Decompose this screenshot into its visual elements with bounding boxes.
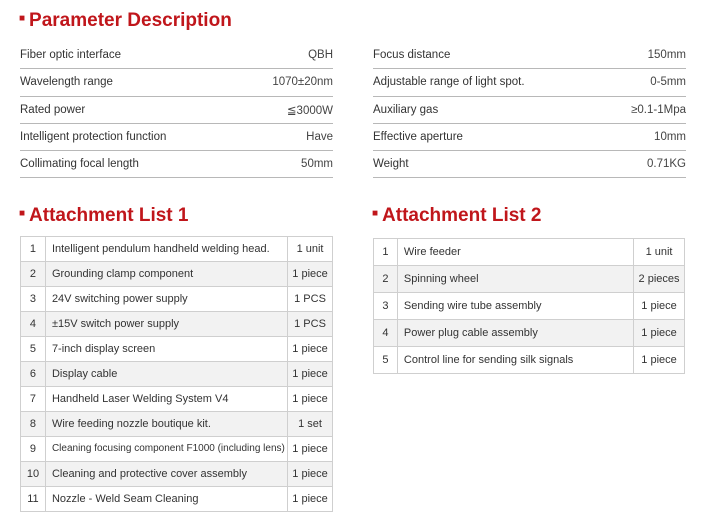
parameter-row — [20, 151, 333, 178]
parameter-value: 10mm — [654, 131, 686, 144]
row-quantity: 1 unit — [634, 239, 685, 266]
parameter-value: ≥0.1-1Mpa — [631, 103, 686, 116]
row-quantity: 1 PCS — [288, 312, 333, 337]
row-quantity: 1 piece — [288, 487, 333, 512]
parameter-label: Focus distance — [373, 49, 451, 62]
row-item: ±15V switch power supply — [45, 312, 287, 337]
parameter-label: Effective aperture — [373, 131, 463, 144]
square-bullet-icon: ■ — [372, 208, 379, 219]
row-quantity: 1 piece — [634, 293, 685, 320]
row-quantity: 1 set — [288, 412, 333, 437]
parameter-value: Have — [306, 131, 333, 144]
row-item: Sending wire tube assembly — [397, 293, 633, 320]
parameter-label: Rated power — [20, 103, 86, 116]
parameter-label: Collimating focal length — [20, 158, 139, 171]
square-bullet-icon: ■ — [19, 208, 26, 219]
attachment-list-2-title-text: Attachment List 2 — [382, 205, 542, 227]
row-number: 5 — [21, 337, 46, 362]
table-row — [21, 237, 333, 262]
row-item: Handheld Laser Welding System V4 — [45, 387, 287, 412]
parameter-table-left — [20, 42, 333, 178]
row-quantity: 1 piece — [288, 437, 333, 462]
row-item: 7-inch display screen — [45, 337, 287, 362]
attachment-list-2-table — [373, 238, 685, 374]
row-number: 3 — [21, 287, 46, 312]
parameter-value: ≦3000W — [286, 104, 333, 117]
parameter-value: 50mm — [301, 158, 333, 171]
parameter-value: 150mm — [647, 49, 686, 62]
attachment-list-2-title — [372, 205, 541, 227]
table-row — [374, 293, 685, 320]
row-item: Control line for sending silk signals — [397, 347, 633, 374]
row-number: 10 — [21, 462, 46, 487]
row-quantity: 1 PCS — [288, 287, 333, 312]
row-number: 1 — [21, 237, 46, 262]
row-quantity: 1 piece — [634, 347, 685, 374]
table-row — [21, 437, 333, 462]
row-quantity: 1 unit — [288, 237, 333, 262]
table-row — [21, 387, 333, 412]
row-number: 3 — [374, 293, 398, 320]
parameter-row — [20, 97, 333, 124]
row-item: 24V switching power supply — [45, 287, 287, 312]
row-number: 5 — [374, 347, 398, 374]
table-row — [21, 462, 333, 487]
parameter-value: QBH — [308, 49, 333, 62]
row-item: Wire feeder — [397, 239, 633, 266]
attachment-list-1-table — [20, 236, 333, 512]
table-row — [21, 362, 333, 387]
table-row — [21, 287, 333, 312]
parameter-row — [20, 42, 333, 69]
row-number: 4 — [21, 312, 46, 337]
row-item: Cleaning and protective cover assembly — [45, 462, 287, 487]
parameter-value: 1070±20nm — [272, 76, 333, 89]
parameter-label: Wavelength range — [20, 76, 113, 89]
row-quantity: 1 piece — [288, 337, 333, 362]
row-item: Wire feeding nozzle boutique kit. — [45, 412, 287, 437]
row-quantity: 1 piece — [634, 320, 685, 347]
parameter-value: 0.71KG — [647, 158, 686, 171]
parameter-label: Auxiliary gas — [373, 103, 439, 116]
parameter-row — [373, 97, 686, 124]
row-quantity: 1 piece — [288, 462, 333, 487]
parameter-row — [20, 69, 333, 96]
row-number: 8 — [21, 412, 46, 437]
parameter-label: Weight — [373, 158, 409, 171]
parameter-row — [373, 42, 686, 69]
row-item: Spinning wheel — [397, 266, 633, 293]
row-item: Nozzle - Weld Seam Cleaning — [45, 487, 287, 512]
parameter-label: Adjustable range of light spot. — [373, 76, 525, 89]
attachment-list-1-title — [19, 205, 188, 227]
parameter-row — [373, 124, 686, 151]
row-quantity: 1 piece — [288, 362, 333, 387]
parameter-section-title-text: Parameter Description — [29, 10, 232, 32]
row-number: 2 — [374, 266, 398, 293]
row-number: 6 — [21, 362, 46, 387]
table-row — [21, 412, 333, 437]
row-quantity: 2 pieces — [634, 266, 685, 293]
row-item: Cleaning focusing component F1000 (including lens) — [45, 437, 287, 462]
parameter-value: 0-5mm — [650, 76, 686, 89]
row-item: Intelligent pendulum handheld welding head. — [45, 237, 287, 262]
row-number: 2 — [21, 262, 46, 287]
table-row — [21, 337, 333, 362]
parameter-label: Fiber optic interface — [20, 49, 121, 62]
table-row — [374, 320, 685, 347]
table-row — [374, 347, 685, 374]
row-item: Display cable — [45, 362, 287, 387]
parameter-section-title — [19, 10, 232, 32]
table-row — [21, 262, 333, 287]
row-quantity: 1 piece — [288, 387, 333, 412]
parameter-table-right — [373, 42, 686, 178]
row-quantity: 1 piece — [288, 262, 333, 287]
table-row — [374, 239, 685, 266]
parameter-label: Intelligent protection function — [20, 131, 167, 144]
table-row — [21, 312, 333, 337]
attachment-list-1-title-text: Attachment List 1 — [29, 205, 189, 227]
square-bullet-icon: ■ — [19, 13, 26, 24]
parameter-row — [373, 69, 686, 96]
parameter-row — [20, 124, 333, 151]
table-row — [21, 487, 333, 512]
row-item: Power plug cable assembly — [397, 320, 633, 347]
parameter-row — [373, 151, 686, 178]
row-number: 4 — [374, 320, 398, 347]
row-number: 11 — [21, 487, 46, 512]
row-number: 1 — [374, 239, 398, 266]
row-item: Grounding clamp component — [45, 262, 287, 287]
row-number: 9 — [21, 437, 46, 462]
table-row — [374, 266, 685, 293]
row-number: 7 — [21, 387, 46, 412]
